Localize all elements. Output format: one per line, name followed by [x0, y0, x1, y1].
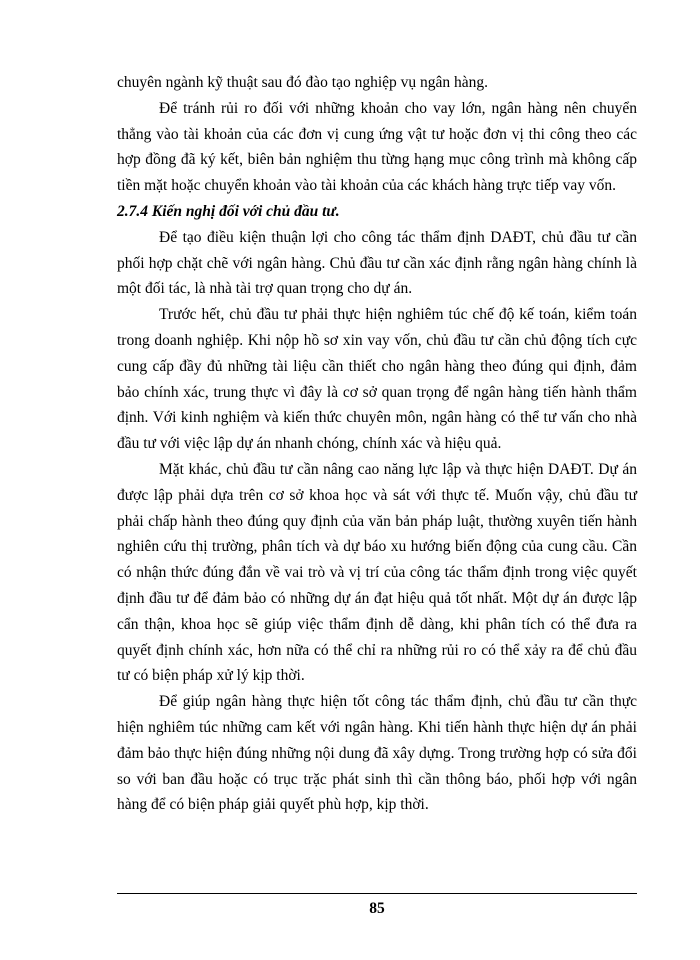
page-number: 85	[369, 900, 385, 917]
paragraph-continued: chuyên ngành kỹ thuật sau đó đào tạo nghiệp vụ ngân hàng.	[117, 74, 489, 91]
paragraph-risk-avoidance: Để tránh rủi ro đối với những khoản cho vay lớn, ngân hàng nên chuyển thẳng vào tài khoản của các đơn vị cung ứng vật tư hoặc đơn vị thi công theo các hợp đồng đã ký kết, biên bản nghiệm thu từng hạng mục công trình mà không cấp tiền mặt hoặc chuyển khoản vào tài khoản của các khách hàng trực tiếp vay vốn.	[117, 99, 637, 195]
paragraph-cooperation: Để tạo điều kiện thuận lợi cho công tác thẩm định DAĐT, chủ đầu tư cần phối hợp chặt chẽ với ngân hàng. Chủ đầu tư cần xác định rằng ngân hàng chính là một đối tác, là nhà tài trợ quan trọng cho dự án.	[117, 228, 637, 298]
paragraph-commitments: Để giúp ngân hàng thực hiện tốt công tác thẩm định, chủ đầu tư cần thực hiện nghiêm túc những cam kết với ngân hàng. Khi tiến hành thực hiện dự án phải đảm bảo thực hiện đúng những nội dung đã xây dựng. Trong trường hợp có sửa đổi so với ban đầu hoặc có trục trặc phát sinh thì cần thông báo, phối hợp với ngân hàng để có biện pháp giải quyết phù hợp, kịp thời.	[117, 693, 637, 814]
paragraph-accounting: Trước hết, chủ đầu tư phải thực hiện nghiêm túc chế độ kế toán, kiểm toán trong doanh nghiệp. Khi nộp hồ sơ xin vay vốn, chủ đầu tư cần chủ động tích cực cung cấp đầy đủ những tài liệu cần thiết cho ngân hàng theo đúng qui định, đảm bảo chính xác, trung thực vì đây là cơ sở quan trọng để ngân hàng tiến hành thẩm định. Với kinh nghiệm và kiến thức chuyên môn, ngân hàng có thể tư vấn cho nhà đầu tư với việc lập dự án nhanh chóng, chính xác và hiệu quả.	[117, 306, 637, 453]
footer-divider	[117, 893, 637, 894]
page-body	[117, 70, 637, 818]
paragraph-capacity: Mặt khác, chủ đầu tư cần nâng cao năng lực lập và thực hiện DAĐT. Dự án được lập phải dựa trên cơ sở khoa học và sát với thực tế. Muốn vậy, chủ đầu tư phải chấp hành theo đúng quy định của văn bản pháp luật, thường xuyên tiến hành nghiên cứu thị trường, phân tích và dự báo xu hướng biến động của cung cầu. Cần có nhận thức đúng đắn về vai trò và vị trí của công tác thẩm định trong việc quyết định đầu tư để đảm bảo có những dự án đạt hiệu quả tốt nhất. Một dự án được lập cẩn thận, khoa học sẽ giúp việc thẩm định dễ dàng, khi phân tích có thể đưa ra quyết định chính xác, hơn nữa có thể chỉ ra những rủi ro có thể xảy ra để chủ đầu tư có biện pháp xử lý kịp thời.	[117, 460, 637, 685]
section-heading: 2.7.4 Kiến nghị đối với chủ đầu tư.	[117, 202, 340, 220]
